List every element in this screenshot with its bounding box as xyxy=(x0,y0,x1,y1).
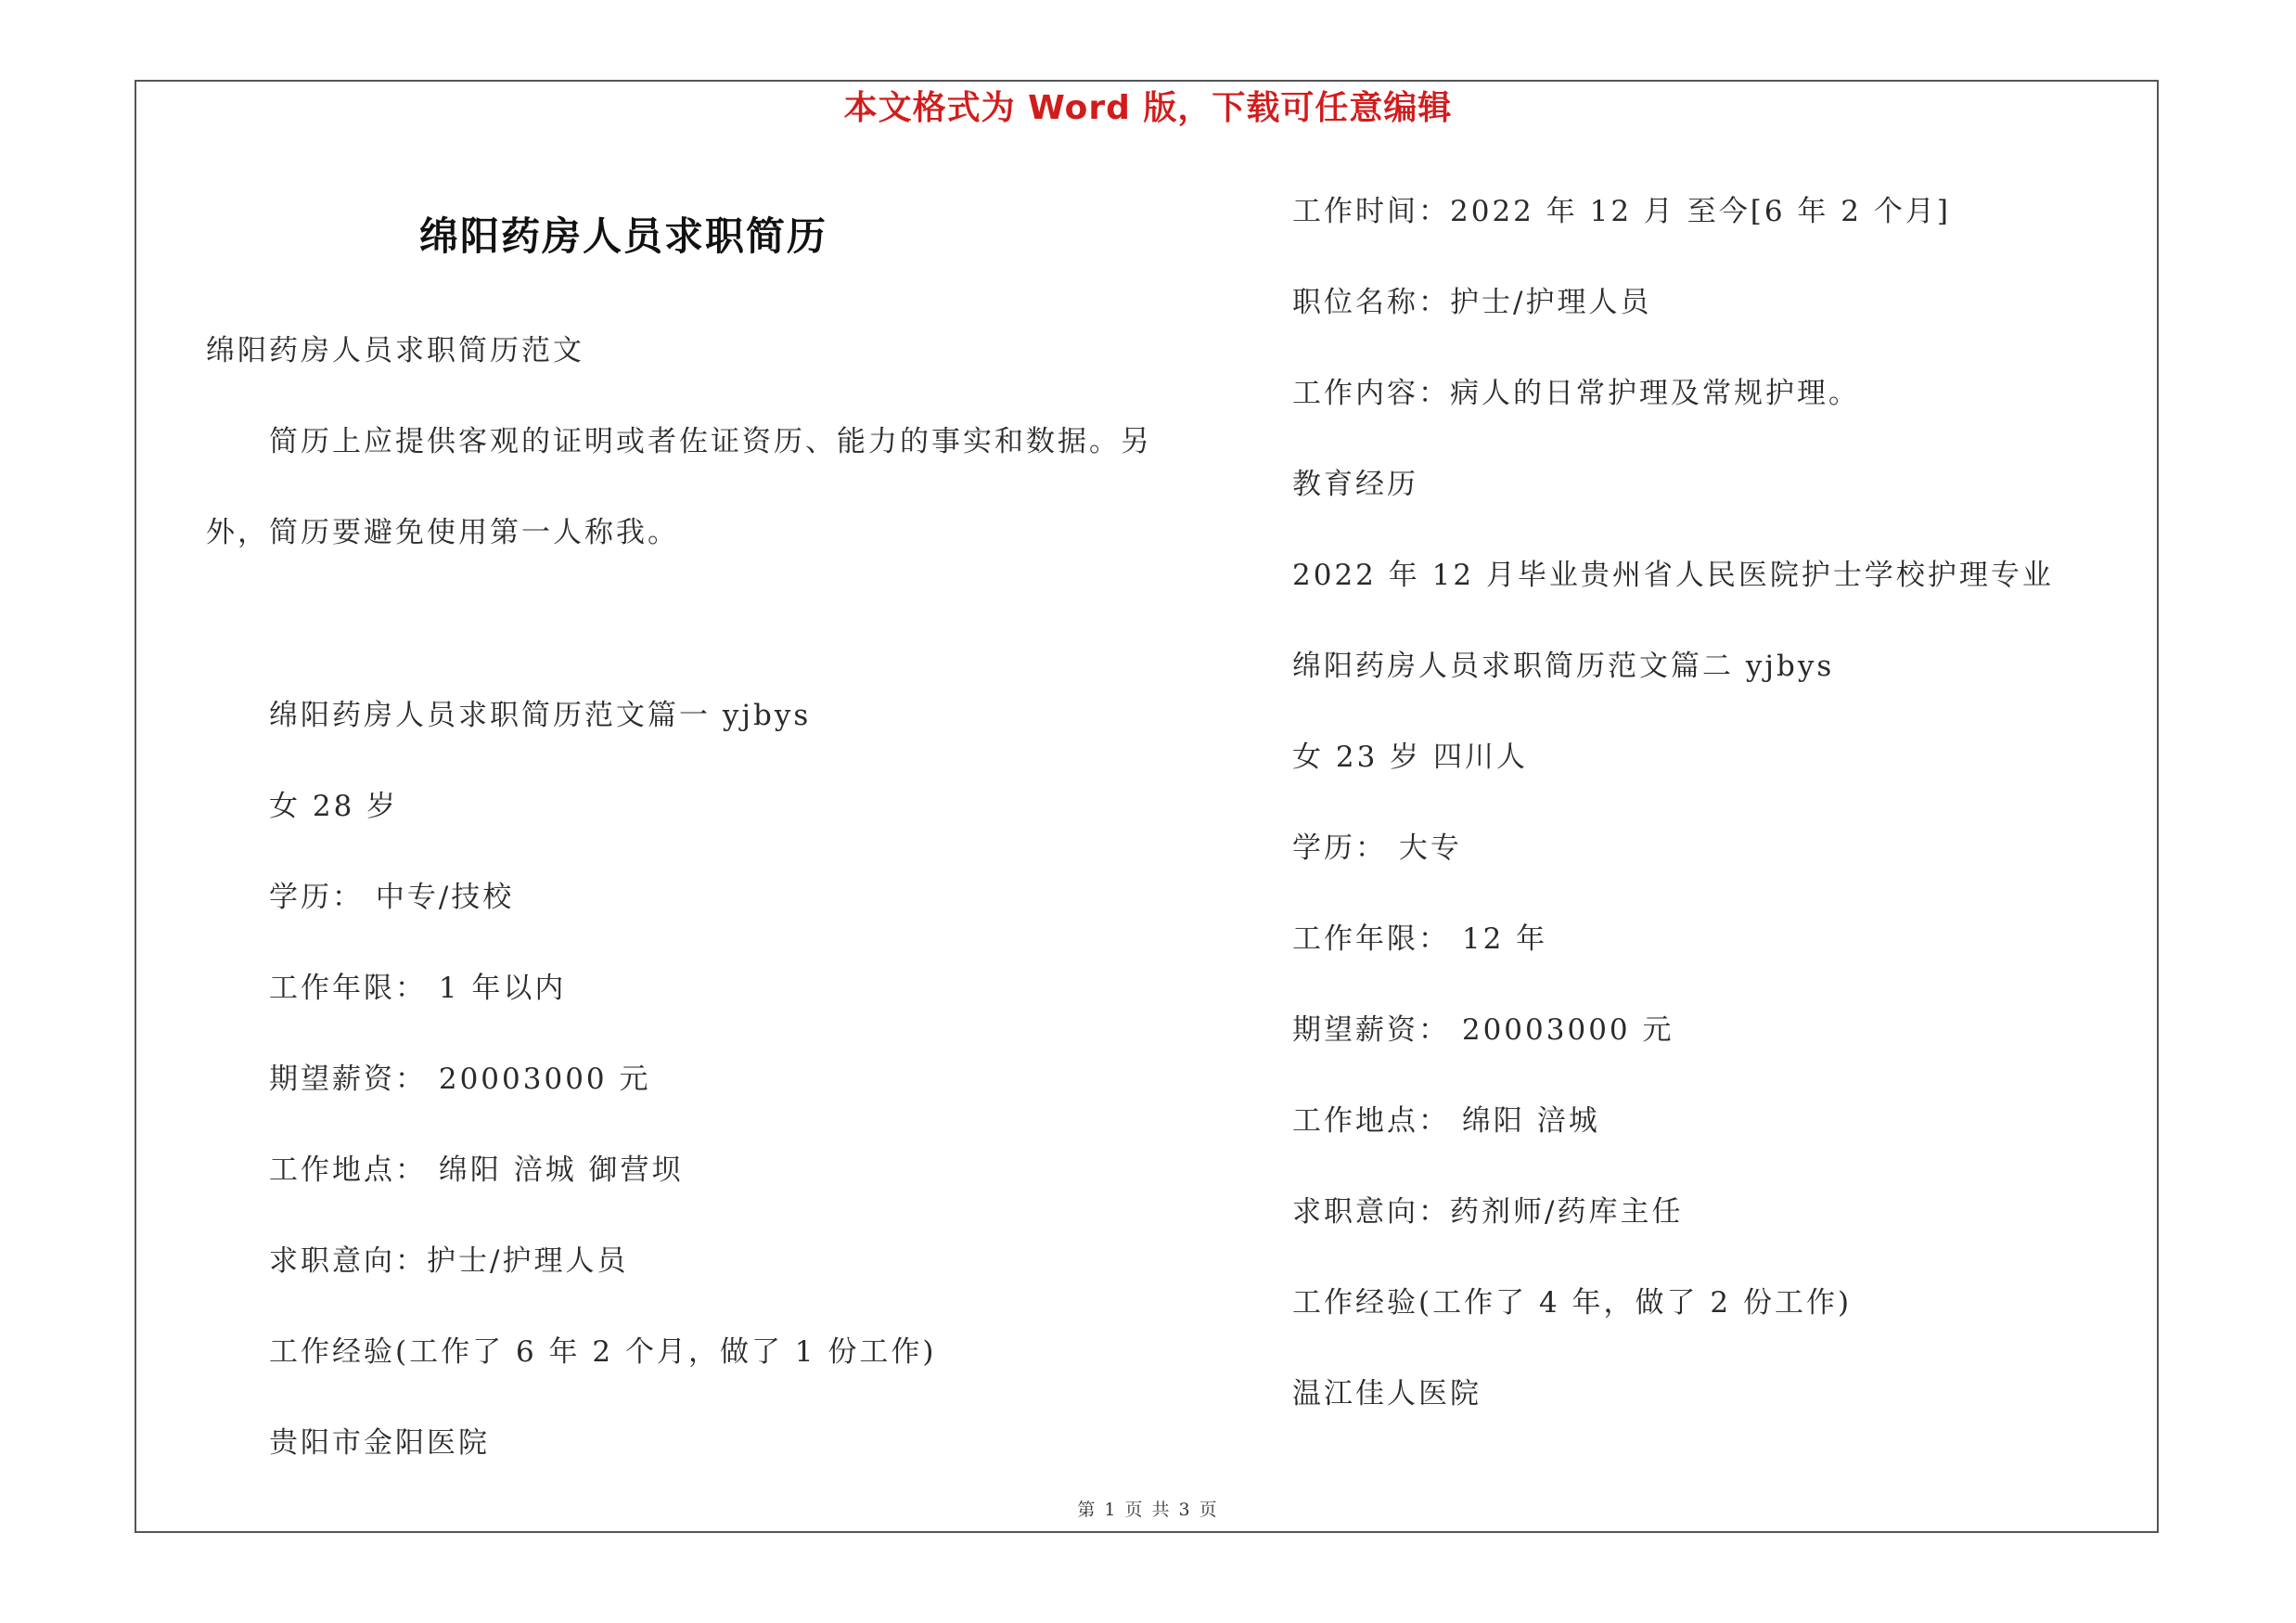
right-line-experience: 工作经验(工作了 4 年，做了 2 份工作) xyxy=(1292,1286,1853,1320)
left-line-salary: 期望薪资： 20003000 元 xyxy=(269,1063,651,1096)
right-line-graduation: 2022 年 12 月毕业贵州省人民医院护士学校护理专业 xyxy=(1292,559,2054,592)
right-line-duties: 工作内容：病人的日常护理及常规护理。 xyxy=(1292,377,1860,410)
right-line-gender-age: 女 23 岁 四川人 xyxy=(1292,741,1529,774)
left-line-intention: 求职意向：护士/护理人员 xyxy=(269,1244,629,1278)
document-title: 绵阳药房人员求职简历 xyxy=(419,213,828,259)
left-line-years: 工作年限： 1 年以内 xyxy=(269,972,567,1005)
left-line-paragraph-2: 外，简历要避免使用第一人称我。 xyxy=(206,516,679,549)
left-line-intro-heading: 绵阳药房人员求职简历范文 xyxy=(206,334,584,367)
right-line-salary: 期望薪资： 20003000 元 xyxy=(1292,1013,1674,1047)
left-line-education: 学历： 中专/技校 xyxy=(269,881,515,914)
page-number-footer: 第 1 页 共 3 页 xyxy=(1077,1500,1219,1520)
left-line-sample-1-heading: 绵阳药房人员求职简历范文篇一 yjbys xyxy=(269,699,812,732)
right-line-sample-2-heading: 绵阳药房人员求职简历范文篇二 yjbys xyxy=(1292,650,1835,683)
left-line-employer: 贵阳市金阳医院 xyxy=(269,1426,490,1460)
left-line-gender-age: 女 28 岁 xyxy=(269,790,399,823)
left-line-location: 工作地点： 绵阳 涪城 御营坝 xyxy=(269,1153,684,1187)
right-line-education-heading: 教育经历 xyxy=(1292,468,1418,501)
right-line-employer: 温江佳人医院 xyxy=(1292,1377,1481,1410)
right-line-work-time: 工作时间：2022 年 12 月 至今[6 年 2 个月] xyxy=(1292,195,1951,228)
right-line-education: 学历： 大专 xyxy=(1292,831,1462,865)
left-line-experience: 工作经验(工作了 6 年 2 个月，做了 1 份工作) xyxy=(269,1335,937,1369)
right-line-intention: 求职意向：药剂师/药库主任 xyxy=(1292,1195,1684,1229)
format-banner: 本文格式为 Word 版，下载可任意编辑 xyxy=(843,89,1453,127)
right-line-years: 工作年限： 12 年 xyxy=(1292,922,1548,956)
right-line-position: 职位名称：护士/护理人员 xyxy=(1292,286,1652,319)
left-line-paragraph-1: 简历上应提供客观的证明或者佐证资历、能力的事实和数据。另 xyxy=(269,425,1152,458)
page-frame xyxy=(135,80,2159,1533)
right-line-location: 工作地点： 绵阳 涪城 xyxy=(1292,1104,1600,1138)
